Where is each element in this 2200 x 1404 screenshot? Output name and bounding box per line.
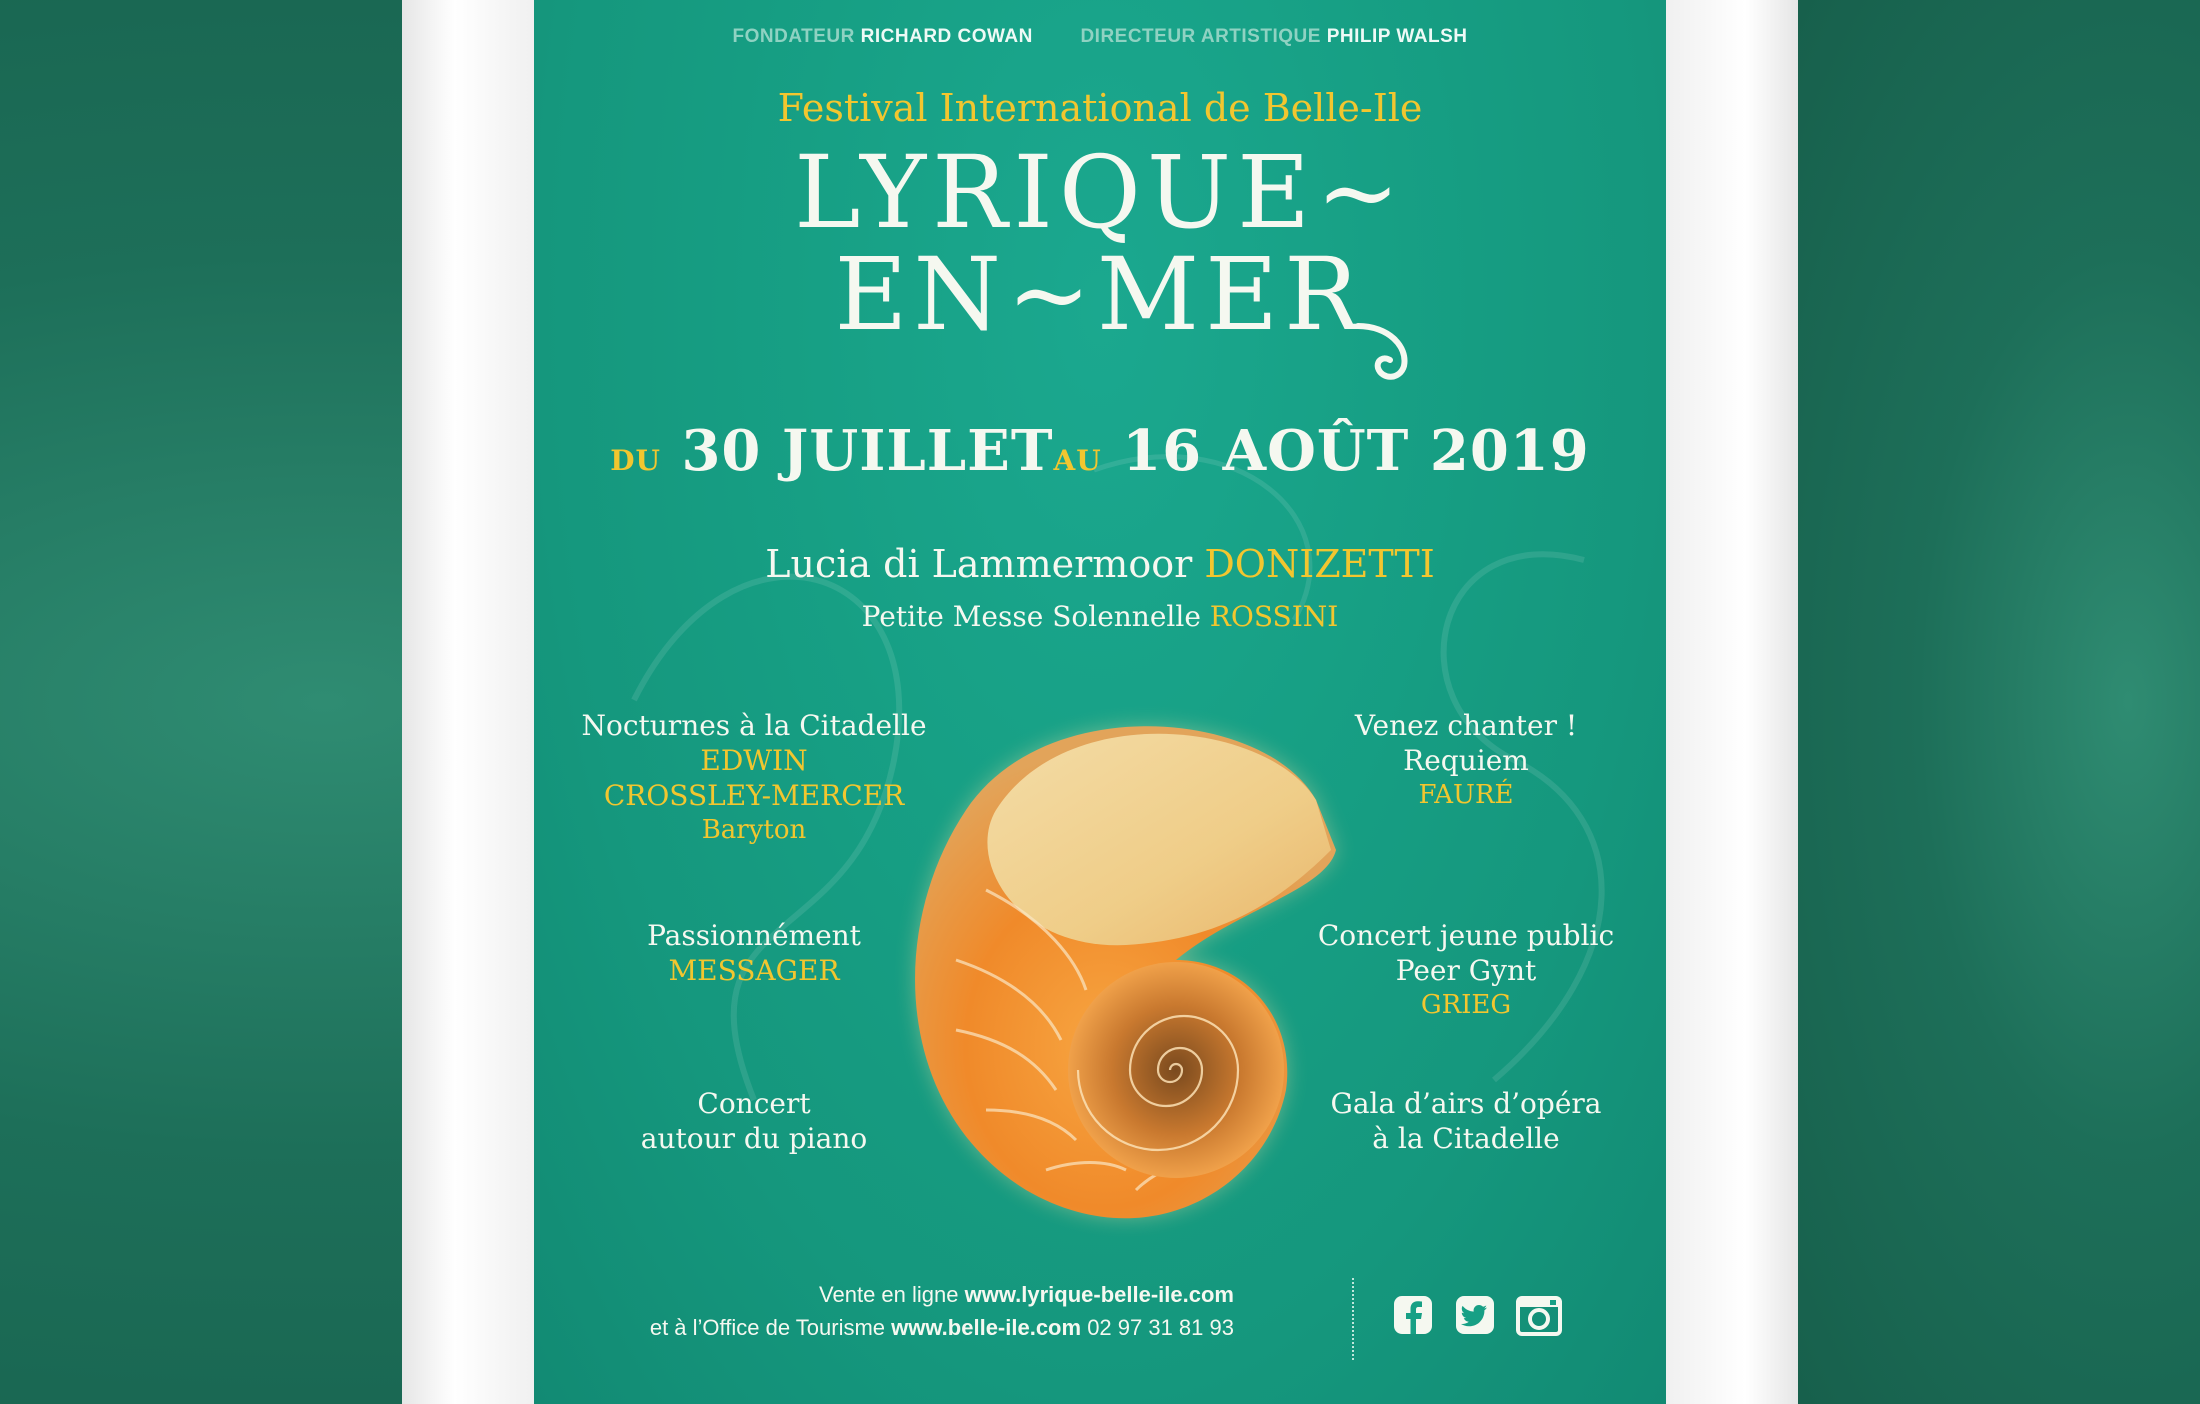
event-nocturnes (574, 708, 934, 848)
founder-role: FONDATEUR (732, 26, 855, 47)
ticket-info (614, 1278, 1234, 1344)
opera-work: Lucia di Lammermoor (765, 542, 1193, 586)
online-url-link[interactable]: www.lyrique-belle-ile.com (964, 1282, 1234, 1307)
dates-du: DU (610, 444, 661, 477)
opera-composer: DONIZETTI (1204, 542, 1435, 586)
main-opera-1 (534, 542, 1666, 586)
founder-name: RICHARD COWAN (860, 26, 1033, 47)
event-composer: FAURÉ (1418, 780, 1514, 810)
event-title-line-1: Gala d’airs d’opéra (1330, 1087, 1602, 1120)
event-title-line-2: autour du piano (640, 1122, 868, 1155)
main-opera-2 (534, 600, 1666, 633)
date-end: 16 AOÛT 2019 (1122, 418, 1590, 484)
event-composer: MESSAGER (668, 954, 840, 987)
opera-work: Petite Messe Solennelle (861, 600, 1201, 633)
event-composer: GRIEG (1420, 990, 1512, 1020)
online-label: Vente en ligne (819, 1282, 959, 1307)
event-title-line-1: Venez chanter ! (1354, 709, 1578, 742)
office-url-link[interactable]: www.belle-ile.com (891, 1315, 1082, 1340)
event-concert-piano (574, 1086, 934, 1156)
festival-poster (534, 0, 1666, 1404)
opera-composer: ROSSINI (1209, 600, 1339, 633)
facebook-icon[interactable] (1392, 1294, 1434, 1336)
event-voice: Baryton (701, 815, 807, 845)
office-label: et à l’Office de Tourisme (649, 1315, 886, 1340)
festival-dates (534, 418, 1666, 484)
event-title: Nocturnes à la Citadelle (581, 709, 927, 742)
event-title: Passionnément (647, 919, 861, 952)
blurred-background-right (1800, 0, 2200, 1404)
event-artist-last: CROSSLEY-MERCER (603, 779, 905, 812)
office-phone: 02 97 31 81 93 (1087, 1315, 1234, 1340)
festival-name: Festival International de Belle-Ile (777, 86, 1423, 130)
ticket-line-office (614, 1311, 1234, 1344)
twitter-icon[interactable] (1454, 1294, 1496, 1336)
title-flourish-icon (1348, 316, 1418, 386)
event-title-line-2: Peer Gynt (1395, 954, 1537, 987)
credits-line (534, 26, 1666, 48)
event-venez-chanter (1286, 708, 1646, 813)
date-start: 30 JUILLET (681, 418, 1054, 484)
event-title-line-2: à la Citadelle (1372, 1122, 1560, 1155)
instagram-icon[interactable] (1516, 1294, 1562, 1336)
title-line-2: EN~MER (834, 236, 1366, 353)
event-passionnement (574, 918, 934, 988)
event-title-line-1: Concert (697, 1087, 811, 1120)
dates-au: AU (1053, 444, 1102, 477)
event-gala (1286, 1086, 1646, 1156)
event-title-line-2: Requiem (1403, 744, 1529, 777)
event-jeune-public (1286, 918, 1646, 1023)
event-artist-first: EDWIN (700, 744, 808, 777)
director-role: DIRECTEUR ARTISTIQUE (1080, 26, 1321, 47)
event-title-line-1: Concert jeune public (1317, 919, 1615, 952)
title-line-1: LYRIQUE~ (794, 134, 1406, 251)
director-name: PHILIP WALSH (1326, 26, 1468, 47)
footer-divider (1352, 1278, 1354, 1360)
poster-frame-left (402, 0, 534, 1404)
ticket-line-online (614, 1278, 1234, 1311)
poster-frame-right (1666, 0, 1798, 1404)
